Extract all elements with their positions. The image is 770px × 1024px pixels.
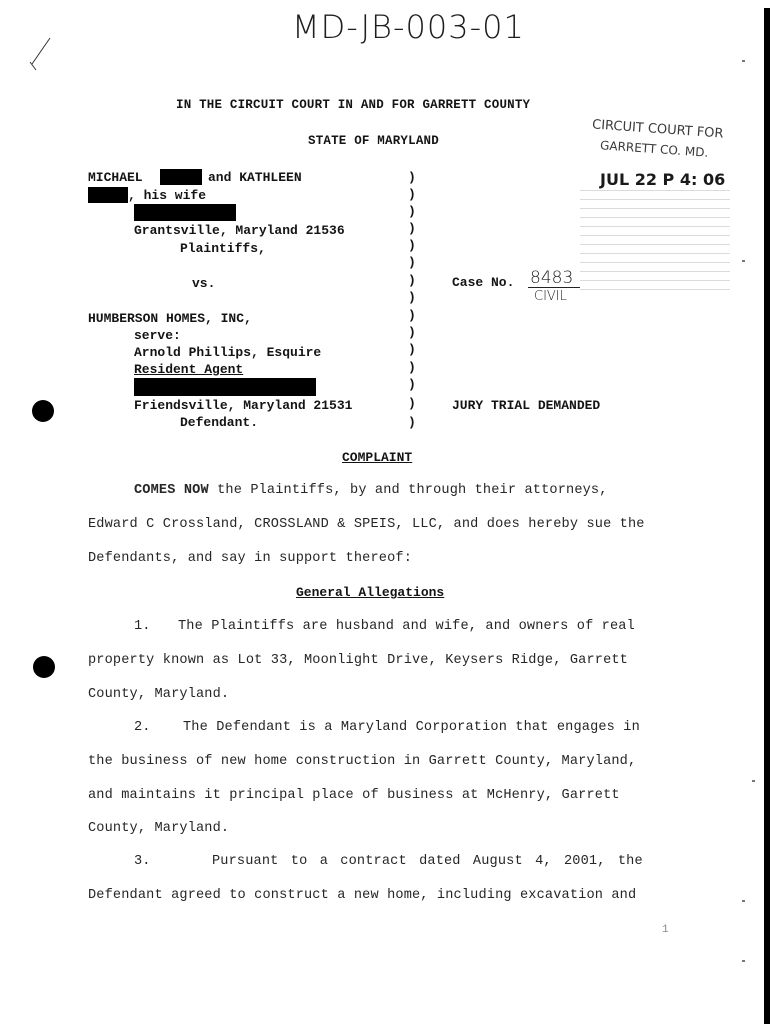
page-number: 1 <box>662 924 669 936</box>
paragraph-number: 3. <box>134 854 151 869</box>
pen-mark-icon <box>24 34 54 74</box>
resident-agent-role: Resident Agent <box>134 362 244 377</box>
paragraph-line: County, Maryland. <box>88 821 230 836</box>
plaintiff-name-kathleen: and KATHLEEN <box>208 170 302 185</box>
case-number-underline <box>528 287 580 288</box>
paragraph-line: County, Maryland. <box>88 687 230 702</box>
resident-agent-name: Arnold Phillips, Esquire <box>134 345 322 360</box>
defendant-serve: serve: <box>134 328 181 343</box>
case-type: CIVIL <box>534 289 567 304</box>
versus-label: vs. <box>192 276 216 291</box>
paragraph-line: The Defendant is a Maryland Corporation that engages in <box>183 720 640 735</box>
paragraph-line: Defendant agreed to construct a new home, including excavation and <box>88 888 637 903</box>
case-number-value: 8483 <box>530 268 574 288</box>
defendant-role: Defendant. <box>180 415 259 430</box>
stamp-county-line: GARRETT CO. MD. <box>599 138 709 160</box>
case-number-label: Case No. <box>452 275 515 290</box>
state-heading: STATE OF MARYLAND <box>308 134 439 148</box>
intro-line-1-rest: the Plaintiffs, by and through their attorneys, <box>208 483 608 498</box>
stamp-court-line: CIRCUIT COURT FOR <box>591 117 724 142</box>
defendant-address: Friendsville, Maryland 21531 <box>134 398 353 413</box>
stamp-date-line: JUL 22 P 4: 06 <box>600 170 726 189</box>
jury-trial-demand: JURY TRIAL DEMANDED <box>452 398 601 413</box>
redaction-bar <box>160 169 202 185</box>
scan-speck <box>742 60 745 62</box>
scan-speck <box>742 260 745 262</box>
paragraph-line: The Plaintiffs are husband and wife, and owners of real <box>178 619 635 634</box>
scan-speck <box>742 960 745 962</box>
paragraph-line: property known as Lot 33, Moonlight Drive, Keysers Ridge, Garrett <box>88 653 628 668</box>
stamp-faint-lines <box>580 190 730 290</box>
redaction-bar <box>88 187 128 203</box>
plaintiff-role: Plaintiffs, <box>180 241 266 256</box>
plaintiff-address: Grantsville, Maryland 21536 <box>134 223 345 238</box>
redaction-bar <box>134 378 316 396</box>
paragraph-number: 2. <box>134 720 151 735</box>
court-heading: IN THE CIRCUIT COURT IN AND FOR GARRETT COUNTY <box>176 98 531 112</box>
plaintiff-name-michael: MICHAEL <box>88 170 143 185</box>
paragraph-number: 1. <box>134 619 151 634</box>
defendant-name: HUMBERSON HOMES, INC, <box>88 311 252 326</box>
plaintiff-his-wife: , his wife <box>128 188 207 203</box>
section-heading: General Allegations <box>296 585 445 600</box>
intro-line-3: Defendants, and say in support thereof: <box>88 551 412 566</box>
handwritten-document-id: MD-JB-003-01 <box>292 8 525 46</box>
scan-speck <box>742 900 745 902</box>
paragraph-line: Pursuant to a contract dated August 4, 2001, the <box>212 854 643 869</box>
binder-hole <box>32 400 54 422</box>
redaction-bar <box>134 204 236 221</box>
intro-line-1 <box>134 483 608 498</box>
document-title: COMPLAINT <box>342 450 413 465</box>
binder-hole <box>33 656 55 678</box>
scan-speck <box>752 780 755 782</box>
paragraph-line: the business of new home construction in Garrett County, Maryland, <box>88 754 637 769</box>
scan-edge-bar <box>764 8 770 1024</box>
intro-lead: COMES NOW <box>134 483 209 498</box>
intro-line-2: Edward C Crossland, CROSSLAND & SPEIS, LLC, and does hereby sue the <box>88 517 645 532</box>
paragraph-line: and maintains it principal place of business at McHenry, Garrett <box>88 788 620 803</box>
